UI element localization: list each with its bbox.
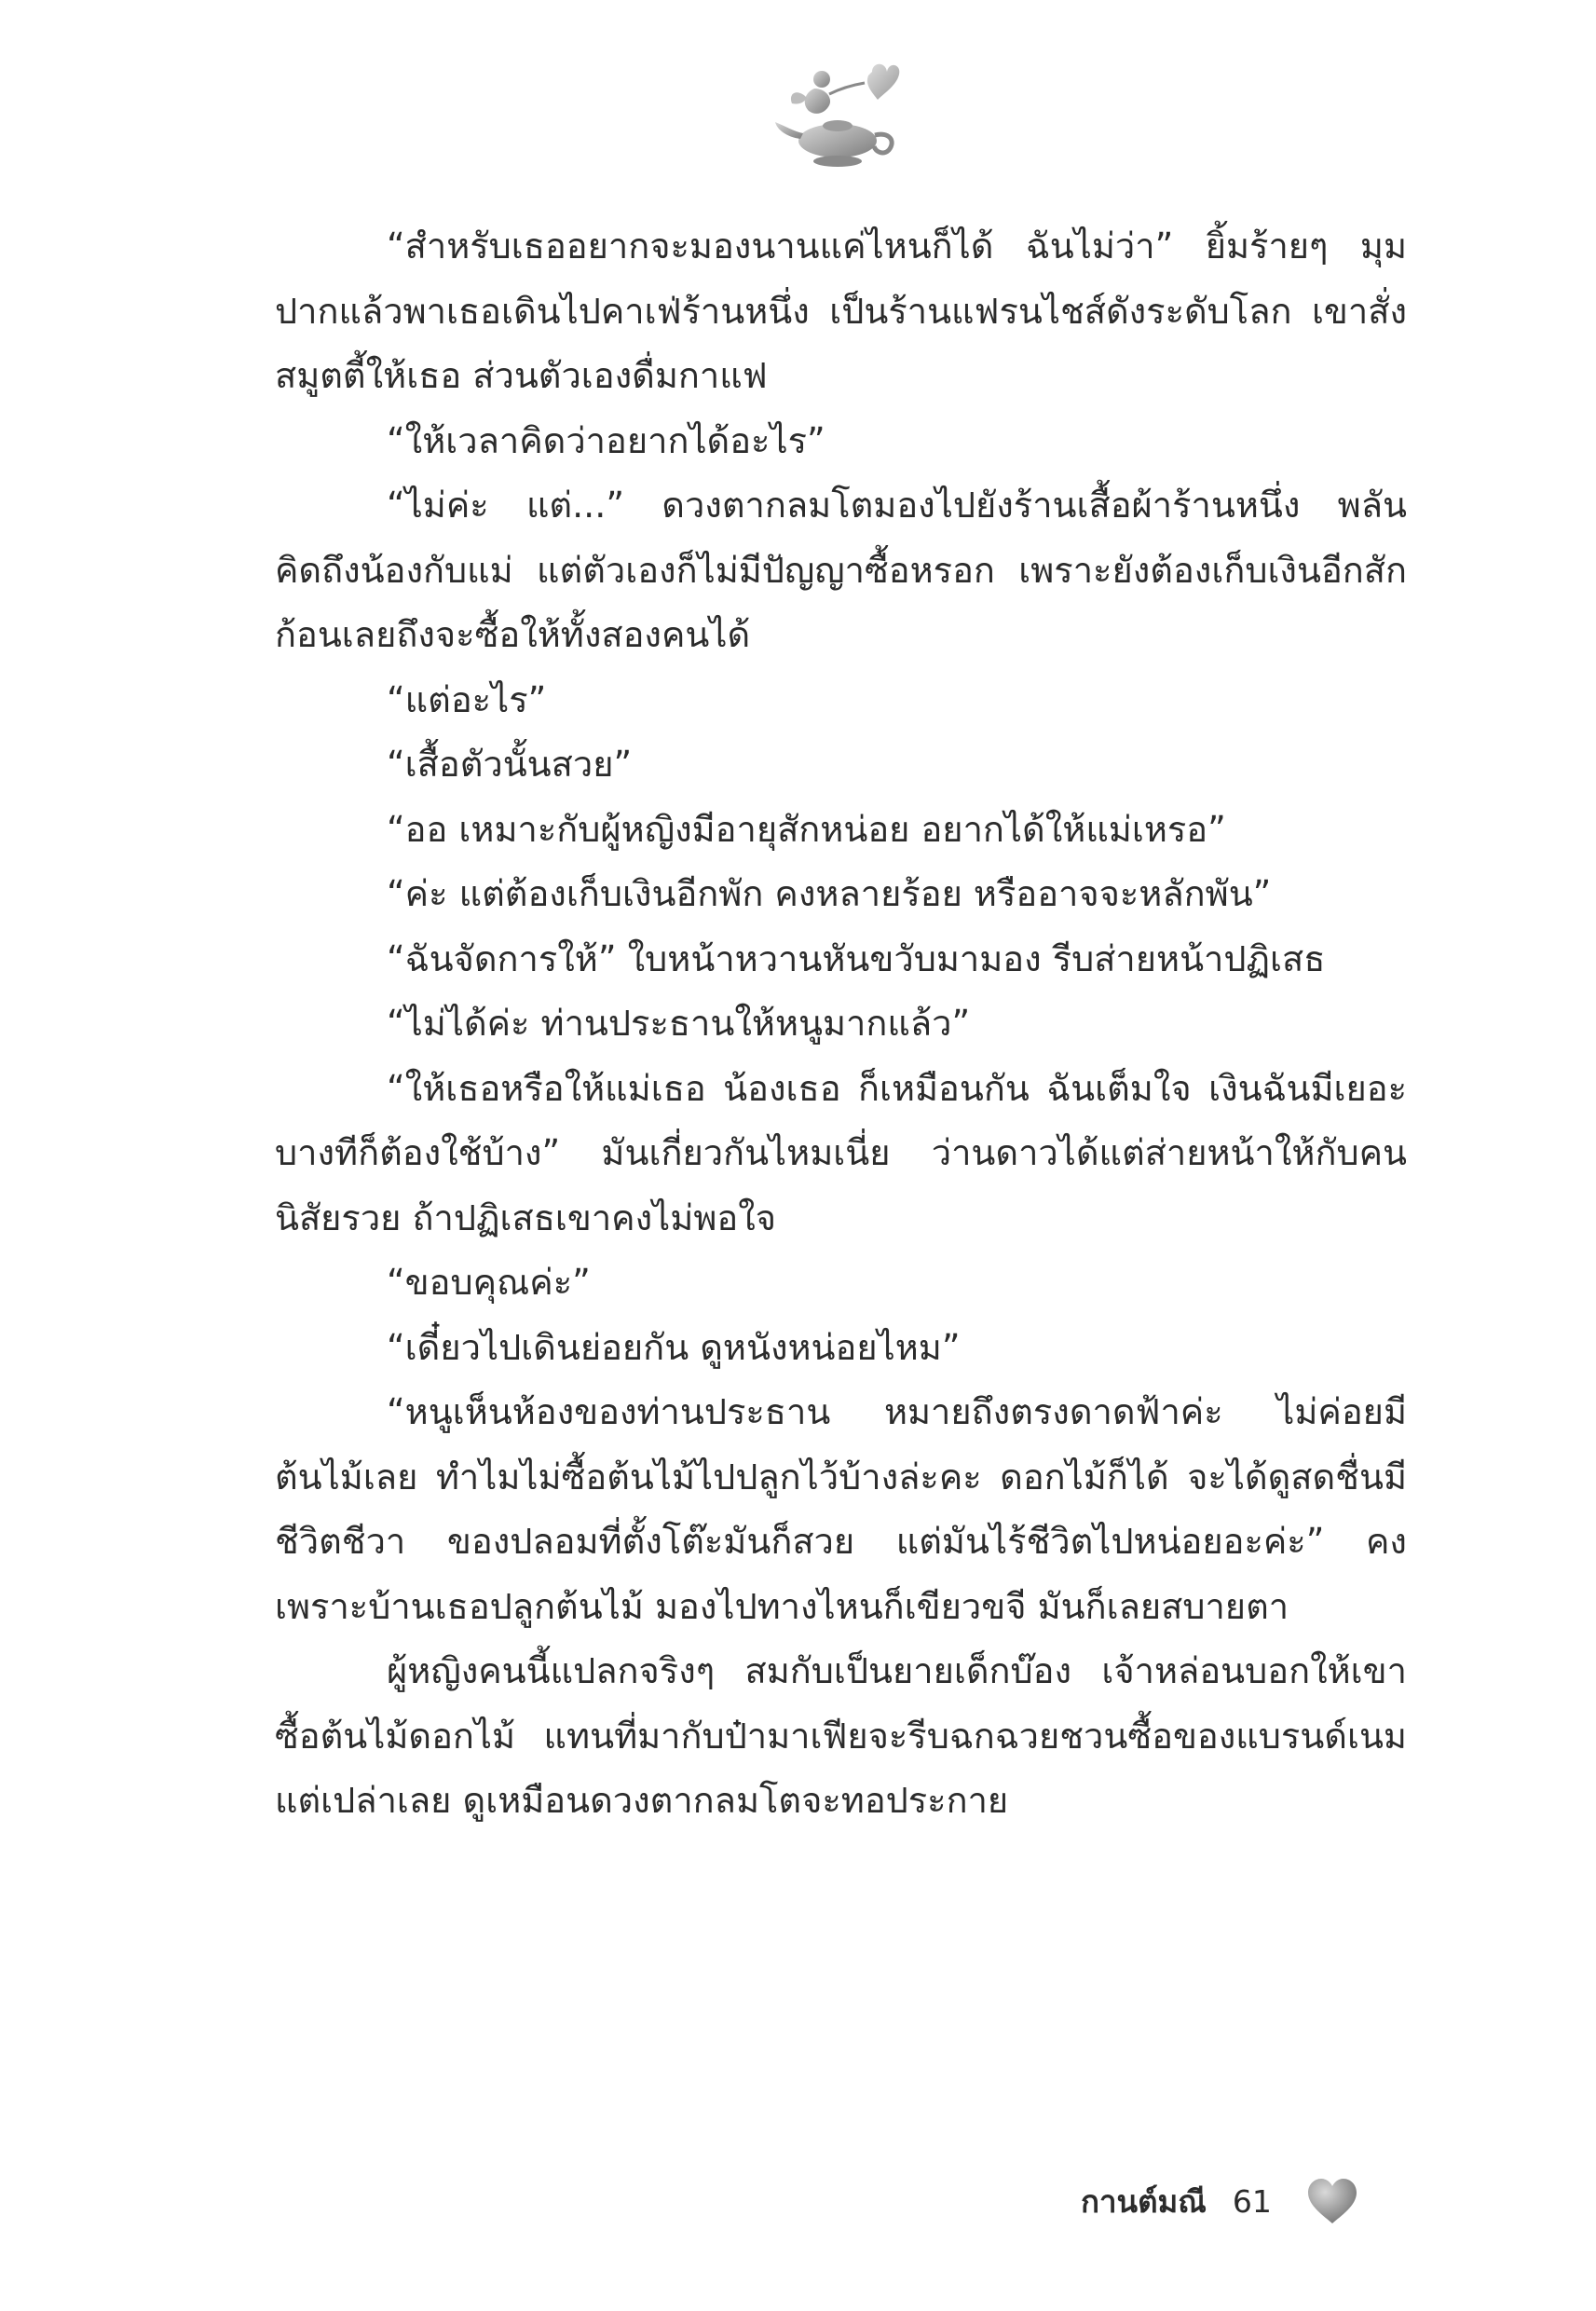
paragraph: “เสื้อตัวนั้นสวย”	[387, 744, 633, 785]
paragraph: “สำหรับเธออยากจะมองนานแค่ไหนก็ได้ ฉันไม่ว่า” ยิ้มร้ายๆ มุมปากแล้วพาเธอเดินไปคาเฟ่ร้านหนึ่ง เป็นร้านแฟรนไชส์ดังระดับโลก เขาสั่งสมูตตี้ให้เธอ ส่วนตัวเองดื่มกาแฟ	[275, 226, 1407, 396]
paragraph: “ไม่ได้ค่ะ ท่านประธานให้หนูมากแล้ว”	[387, 1003, 971, 1044]
paragraph: “หนูเห็นห้องของท่านประธาน หมายถึงตรงดาดฟ้าค่ะ ไม่ค่อยมีต้นไม้เลย ทำไมไม่ซื้อต้นไม้ไปปลูกไว้บ้างล่ะคะ ดอกไม้ก็ได้ จะได้ดูสดชื่นมีชีวิตชีวา ของปลอมที่ตั้งโต๊ะมันก็สวย แต่มันไร้ชีวิตไปหน่อยอะค่ะ” คงเพราะบ้านเธอปลูกต้นไม้ มองไปทางไหนก็เขียวขจี มันก็เลยสบายตา	[275, 1391, 1407, 1627]
teapot-cupid-ornament-icon	[768, 51, 907, 182]
paragraph: “ไม่ค่ะ แต่...” ดวงตากลมโตมองไปยังร้านเสื้อผ้าร้านหนึ่ง พลันคิดถึงน้องกับแม่ แต่ตัวเองก็ไม่มีปัญญาซื้อหรอก เพราะยังต้องเก็บเงินอีกสักก้อนเลยถึงจะซื้อให้ทั้งสองคนได้	[275, 485, 1407, 655]
paragraph: “เดี๋ยวไปเดินย่อยกัน ดูหนังหน่อยไหม”	[387, 1326, 961, 1368]
paragraph: “ค่ะ แต่ต้องเก็บเงินอีกพัก คงหลายร้อย หรืออาจจะหลักพัน”	[387, 873, 1272, 914]
book-title: กานต์มณี	[1081, 2182, 1207, 2220]
paragraph: “แต่อะไร”	[387, 678, 547, 720]
page-footer	[1081, 2173, 1359, 2229]
paragraph: ผู้หญิงคนนี้แปลกจริงๆ สมกับเป็นยายเด็กบ๊อง เจ้าหล่อนบอกให้เขาซื้อต้นไม้ดอกไม้ แทนที่มากับป๋ามาเฟียจะรีบฉกฉวยชวนซื้อของแบรนด์เนม แต่เปล่าเลย ดูเหมือนดวงตากลมโตจะทอประกาย	[275, 1650, 1407, 1821]
paragraph: “ขอบคุณค่ะ”	[387, 1262, 591, 1303]
page-number: 61	[1232, 2182, 1272, 2220]
heart-icon	[1305, 2177, 1359, 2225]
paragraph: “ให้เธอหรือให้แม่เธอ น้องเธอ ก็เหมือนกัน ฉันเต็มใจ เงินฉันมีเยอะ บางทีก็ต้องใช้บ้าง” มันเกี่ยวกันไหมเนี่ย ว่านดาวได้แต่ส่ายหน้าให้กับคนนิสัยรวย ถ้าปฏิเสธเขาคงไม่พอใจ	[275, 1067, 1407, 1238]
body-text	[275, 214, 1407, 1834]
paragraph: “ออ เหมาะกับผู้หญิงมีอายุสักหน่อย อยากได้ให้แม่เหรอ”	[387, 808, 1226, 850]
paragraph: “ให้เวลาคิดว่าอยากได้อะไร”	[387, 419, 825, 461]
paragraph: “ฉันจัดการให้” ใบหน้าหวานหันขวับมามอง รีบส่ายหน้าปฏิเสธ	[387, 937, 1326, 979]
